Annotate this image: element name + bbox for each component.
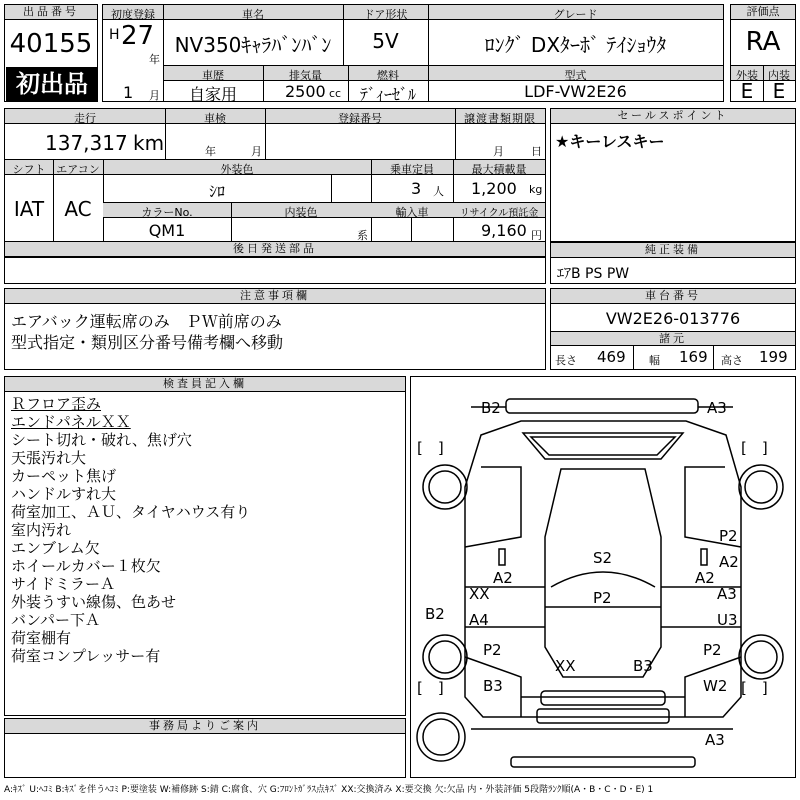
mark-p2-r1: P2 bbox=[719, 527, 738, 545]
mark-a2-l: A2 bbox=[493, 569, 513, 587]
shift-label: シフト bbox=[12, 163, 46, 176]
car-outline-diagram bbox=[411, 377, 795, 777]
recycle-unit: 円 bbox=[531, 229, 542, 242]
mark-p2-r3: P2 bbox=[703, 641, 722, 659]
inspector-note: ハンドルすれ大 bbox=[11, 485, 117, 503]
mileage: 137,317 bbox=[45, 131, 128, 155]
notes-box bbox=[4, 288, 546, 370]
note-line: 型式指定・類別区分番号備考欄へ移動 bbox=[11, 333, 284, 352]
chassis-label: 車台番号 bbox=[551, 289, 795, 304]
inspector-list bbox=[11, 395, 250, 665]
max-load: 1,200 bbox=[471, 179, 517, 198]
doors-label: ドア形状 bbox=[363, 8, 408, 21]
bracket-front-left: [ ] bbox=[417, 439, 444, 457]
note-line: エアバック運転席のみ ＰＷ前席のみ bbox=[11, 312, 282, 331]
inspector-label: 検査員記入欄 bbox=[5, 377, 405, 392]
mark-a2-r1: A2 bbox=[719, 553, 739, 571]
mark-a2-r2: A2 bbox=[695, 569, 715, 587]
shift: IAT bbox=[13, 197, 45, 221]
int-color-label: 内装色 bbox=[284, 206, 318, 219]
mark-a3-bot: A3 bbox=[705, 731, 725, 749]
width: 169 bbox=[679, 348, 708, 366]
chassis-number: VW2E26-013776 bbox=[605, 309, 741, 328]
mark-b2-top: B2 bbox=[481, 399, 501, 417]
month-unit: 月 bbox=[149, 89, 160, 102]
fuel: ﾃﾞｨｰｾﾞﾙ bbox=[359, 85, 416, 104]
inspector-note: カーペット焦げ bbox=[11, 467, 117, 485]
chassis-box bbox=[550, 288, 796, 370]
sales-point: ★キーレスキー bbox=[555, 132, 665, 151]
reg-year: 27 bbox=[121, 21, 155, 51]
inspector-note: 外装うすい線傷、色あせ bbox=[11, 593, 177, 611]
width-label: 幅 bbox=[649, 354, 660, 367]
bracket-front-right: [ ] bbox=[741, 439, 768, 457]
mark-b3-l: B3 bbox=[483, 677, 503, 695]
mark-p2-l: P2 bbox=[483, 641, 502, 659]
inspector-note: バンパー下Ａ bbox=[11, 611, 100, 629]
bracket-rear-right: [ ] bbox=[741, 679, 768, 697]
notes-label: 注意事項欄 bbox=[5, 289, 545, 304]
fuel-label: 燃料 bbox=[377, 69, 399, 82]
history: 自家用 bbox=[188, 85, 237, 104]
int-color-unit: 系 bbox=[357, 229, 368, 242]
capacity: 3 bbox=[411, 179, 422, 198]
lot-number-label: 出品番号 bbox=[5, 5, 97, 20]
recycle: 9,160 bbox=[481, 221, 527, 240]
dims-label: 諸元 bbox=[551, 332, 795, 346]
doors: 5V bbox=[372, 29, 399, 53]
office-label: 事務局よりご案内 bbox=[5, 719, 405, 734]
era: H bbox=[109, 27, 120, 43]
inspector-box bbox=[4, 376, 406, 716]
inspector-note: 室内汚れ bbox=[11, 521, 72, 539]
transfer-day-unit: 日 bbox=[531, 145, 542, 158]
max-load-label: 最大積載量 bbox=[471, 163, 527, 176]
displacement: 2500 bbox=[285, 82, 326, 101]
reg-no-label: 登録番号 bbox=[338, 112, 382, 125]
lot-number-box bbox=[4, 4, 98, 102]
transfer-month-unit: 月 bbox=[493, 145, 504, 158]
transfer-label: 譲渡書類期限 bbox=[464, 112, 536, 125]
model: LDF-VW2E26 bbox=[524, 82, 627, 101]
model-label: 型式 bbox=[564, 69, 587, 82]
history-label: 車歴 bbox=[202, 69, 224, 82]
mark-a3-r: A3 bbox=[717, 585, 737, 603]
reg-month: 1 bbox=[123, 83, 134, 102]
mark-u3-r: U3 bbox=[717, 611, 738, 629]
grade-label: グレード bbox=[553, 8, 598, 21]
bracket-rear-left: [ ] bbox=[417, 679, 444, 697]
mileage-unit: km bbox=[133, 131, 165, 155]
damage-diagram bbox=[410, 376, 796, 778]
height-label: 高さ bbox=[721, 354, 743, 367]
office-box bbox=[4, 718, 406, 778]
sales-point-label: セールスポイント bbox=[551, 109, 795, 124]
height: 199 bbox=[759, 348, 788, 366]
exterior-label: 外装 bbox=[736, 69, 758, 82]
ac-label: エアコン bbox=[56, 163, 100, 176]
mark-b2-l: B2 bbox=[425, 605, 445, 623]
score-box bbox=[730, 4, 796, 102]
inspection-label: 車検 bbox=[204, 112, 226, 125]
inspector-note: サイドミラーＡ bbox=[11, 575, 115, 593]
genuine-equipment-box bbox=[550, 242, 796, 284]
exterior-grade: E bbox=[740, 79, 754, 103]
inspector-note: 荷室加工、ＡＵ、タイヤハウス有り bbox=[11, 503, 251, 521]
recycle-label: リサイクル預託金 bbox=[459, 208, 539, 219]
legend: A:ｷｽﾞ U:ﾍｺﾐ B:ｷｽﾞを伴うﾍｺﾐ P:要塗装 W:補修跡 S:錆 C:腐食、穴 G:ﾌﾛﾝﾄｶﾞﾗｽ点ｷｽﾞ XX:交換済み X:要交換 欠:欠品 内・外装評価 5段階ﾗﾝｸ順(A・B・C・D・E) 1 bbox=[4, 785, 654, 795]
inspector-note: Ｒフロア歪み bbox=[11, 395, 102, 413]
length: 469 bbox=[597, 348, 626, 366]
max-load-unit: kg bbox=[529, 183, 543, 196]
inspector-note: 天張汚れ大 bbox=[11, 449, 87, 467]
genuine-equipment: ｴｱB PS PW bbox=[557, 266, 630, 282]
interior-grade: E bbox=[772, 79, 786, 103]
car-name: NV350ｷｬﾗﾊﾞﾝﾊﾞﾝ bbox=[174, 33, 332, 57]
mark-w2-r: W2 bbox=[703, 677, 728, 695]
mark-a4-l: A4 bbox=[469, 611, 489, 629]
score: RA bbox=[745, 27, 781, 57]
car-name-label: 車名 bbox=[242, 8, 264, 21]
ac: AC bbox=[64, 197, 92, 221]
length-label: 長さ bbox=[555, 354, 577, 367]
color: ｼﾛ bbox=[208, 182, 225, 201]
inspector-note: 荷室棚有 bbox=[11, 629, 72, 647]
mark-s2: S2 bbox=[593, 549, 613, 567]
inspector-note: エンブレム欠 bbox=[11, 539, 100, 557]
capacity-unit: 人 bbox=[433, 185, 444, 198]
mark-p2-c: P2 bbox=[593, 589, 612, 607]
sales-point-box bbox=[550, 108, 796, 242]
lot-number: 40155 bbox=[9, 29, 93, 59]
insp-year-unit: 年 bbox=[205, 145, 216, 158]
color-label: 外装色 bbox=[220, 163, 254, 176]
import-label: 輸入車 bbox=[395, 206, 429, 219]
later-parts-label: 後日発送部品 bbox=[5, 242, 545, 257]
year-unit: 年 bbox=[149, 53, 160, 66]
grade: ﾛﾝｸﾞ DXﾀｰﾎﾞ ﾃｲｼｮｳﾀ bbox=[484, 33, 667, 57]
insp-month-unit: 月 bbox=[251, 145, 262, 158]
inspector-note: シート切れ・破れ、焦げ穴 bbox=[11, 431, 192, 449]
displacement-label: 排気量 bbox=[289, 69, 322, 82]
color-no-label: カラーNo. bbox=[141, 206, 193, 219]
score-label: 評価点 bbox=[731, 5, 795, 20]
first-reg-label: 初度登録 bbox=[111, 8, 155, 21]
details-table bbox=[4, 108, 546, 284]
mark-a3-top: A3 bbox=[707, 399, 727, 417]
first-listing-badge: 初出品 bbox=[6, 67, 98, 101]
displacement-unit: cc bbox=[329, 87, 342, 100]
inspector-note: エンドパネルＸＸ bbox=[11, 413, 131, 431]
capacity-label: 乗車定員 bbox=[390, 163, 434, 176]
genuine-label: 純正装備 bbox=[551, 243, 795, 258]
mark-xx-b: XX bbox=[555, 657, 576, 675]
color-no: QM1 bbox=[148, 221, 186, 240]
inspector-note: 荷室コンプレッサー有 bbox=[11, 647, 161, 665]
inspector-note: ホイールカバー１枚欠 bbox=[11, 557, 161, 575]
vehicle-header-table bbox=[102, 4, 724, 102]
mark-xx-l: XX bbox=[469, 585, 490, 603]
mileage-label: 走行 bbox=[74, 112, 96, 125]
interior-label: 内装 bbox=[768, 69, 790, 82]
mark-b3-c: B3 bbox=[633, 657, 653, 675]
